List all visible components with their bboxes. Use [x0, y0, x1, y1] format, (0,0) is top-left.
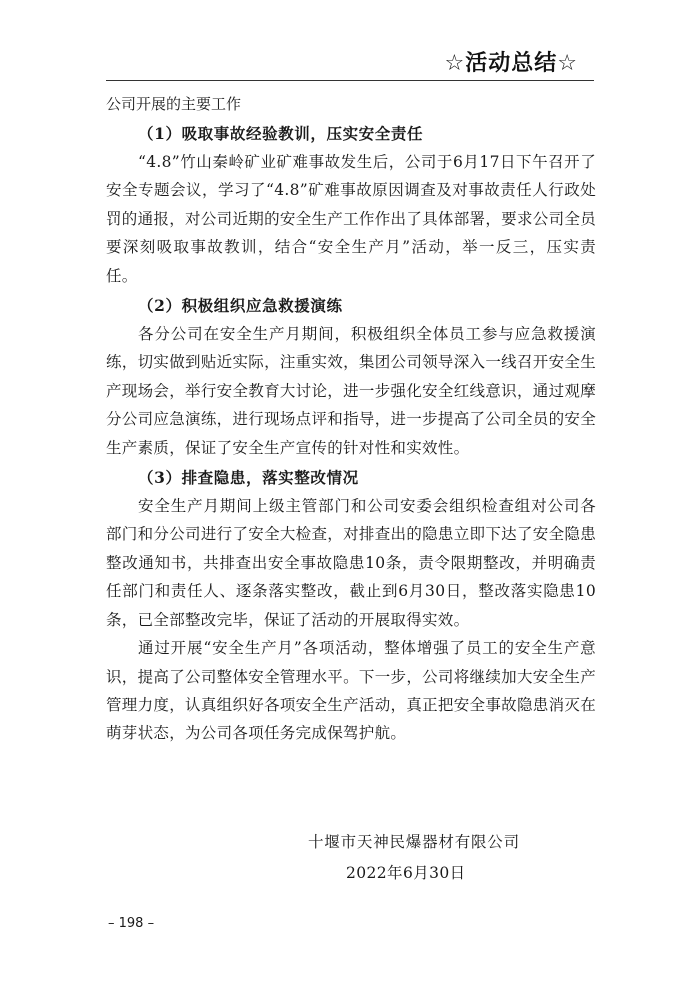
section-heading: 公司开展的主要工作: [106, 95, 242, 113]
page-number: – 198 –: [108, 916, 155, 931]
paragraph-3: 安全生产月期间上级主管部门和公司安委会组织检查组对公司各部门和分公司进行了安全大检查，对排查出的隐患立即下达了安全隐患整改通知书，共排查出安全事故隐患10条，责令限期整改，并明确责任部门和责任人、逐条落实整改，截止到6月30日，整改落实隐患10条，已全部整改完毕，保证了活动的开展取得实效。: [106, 497, 596, 629]
subheading-3: （3）排查隐患，落实整改情况: [138, 468, 359, 488]
closing-paragraph: 通过开展“安全生产月”各项活动，整体增强了员工的安全生产意识，提高了公司整体安全管理水平。下一步，公司将继续加大安全生产管理力度，认真组织好各项安全生产活动，真正把安全事故隐患消灭在萌芽状态，为公司各项任务完成保驾护航。: [106, 639, 596, 743]
company-signature: 十堰市天神民爆器材有限公司: [308, 833, 520, 851]
paragraph-2: 各分公司在安全生产月期间，积极组织全体员工参与应急救援演练，切实做到贴近实际，注重实效，集团公司领导深入一线召开安全生产现场会，举行安全教育大讨论，进一步强化安全红线意识，通过观摩分公司应急演练，进行现场点评和指导，进一步提高了公司全员的安全生产素质，保证了安全生产宣传的针对性和实效性。: [106, 325, 596, 457]
signature-date: 2022年6月30日: [346, 864, 466, 882]
document-body: [106, 90, 596, 748]
subheading-2: （2）积极组织应急救援演练: [138, 296, 343, 316]
subheading-1: （1）吸取事故经验教训，压实安全责任: [138, 124, 424, 143]
header-divider: [106, 80, 594, 81]
paragraph-1: “4.8”竹山秦岭矿业矿难事故发生后，公司于6月17日下午召开了安全专题会议，学习了“4.8”矿难事故原因调查及对事故责任人行政处罚的通报，对公司近期的安全生产工作作出了具体部署，要求公司全员要深刻吸取事故教训，结合“安全生产月”活动，举一反三，压实责任。: [106, 153, 596, 285]
header-title: ☆活动总结☆: [444, 51, 578, 76]
